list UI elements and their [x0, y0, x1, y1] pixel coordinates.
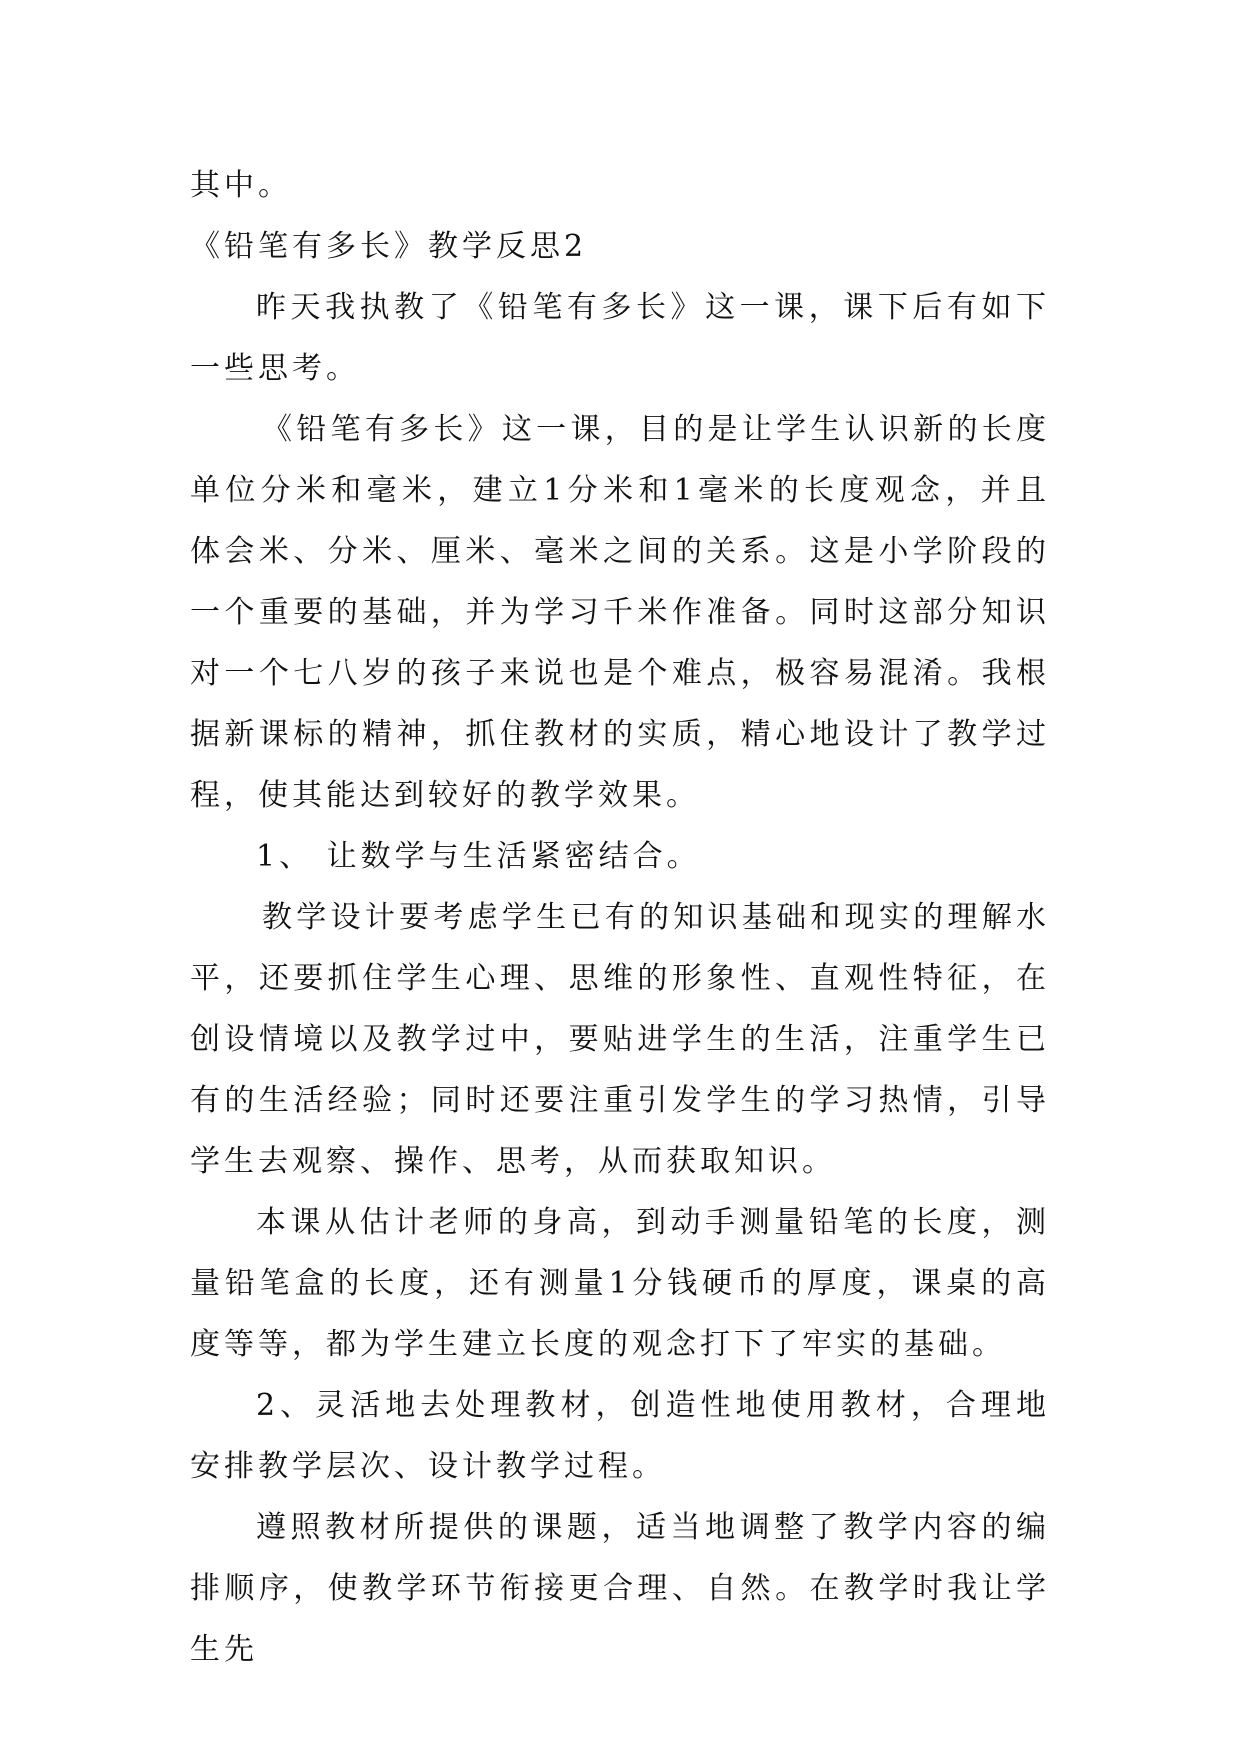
point-heading-1: 1、 让数学与生活紧密结合。: [256, 839, 701, 874]
paragraph-point-1-body: 教学设计要考虑学生已有的知识基础和现实的理解水平，还要抓住学生心理、思维的形象性、直观性特征，在创设情境以及教学过中，要贴进学生的生活，注重学生已有的生活经验；同时还要注重引发学生的学习热情，引导学生去观察、操作、思考，从而获取知识。: [190, 900, 1050, 1179]
document-body: [190, 155, 1050, 1680]
point-heading-2: 2、灵活地去处理教材，创造性地使用教材，合理地安排教学层次、设计教学过程。: [190, 1388, 1050, 1484]
paragraph-intro: 昨天我执教了《铅笔有多长》这一课，课下后有如下一些思考。: [190, 290, 1050, 386]
paragraph-lesson-goal: 《铅笔有多长》这一课，目的是让学生认识新的长度单位分米和毫米，建立1分米和1毫米的长度观念，并且体会米、分米、厘米、毫米之间的关系。这是小学阶段的一个重要的基础，并为学习千米作准备。同时这部分知识对一个七八岁的孩子来说也是个难点，极容易混淆。我根据新课标的精神，抓住教材的实质，精心地设计了教学过程，使其能达到较好的教学效果。: [190, 412, 1050, 813]
section-title: 《铅笔有多长》教学反思2: [190, 229, 588, 264]
paragraph-point-2-body: 遵照教材所提供的课题，适当地调整了教学内容的编排顺序，使教学环节衔接更合理、自然。在教学时我让学生先: [190, 1510, 1050, 1667]
paragraph-continuation: 其中。: [190, 168, 292, 203]
paragraph-point-1-example: 本课从估计老师的身高，到动手测量铅笔的长度，测量铅笔盒的长度，还有测量1分钱硬币的厚度，课桌的高度等等，都为学生建立长度的观念打下了牢实的基础。: [190, 1205, 1050, 1362]
